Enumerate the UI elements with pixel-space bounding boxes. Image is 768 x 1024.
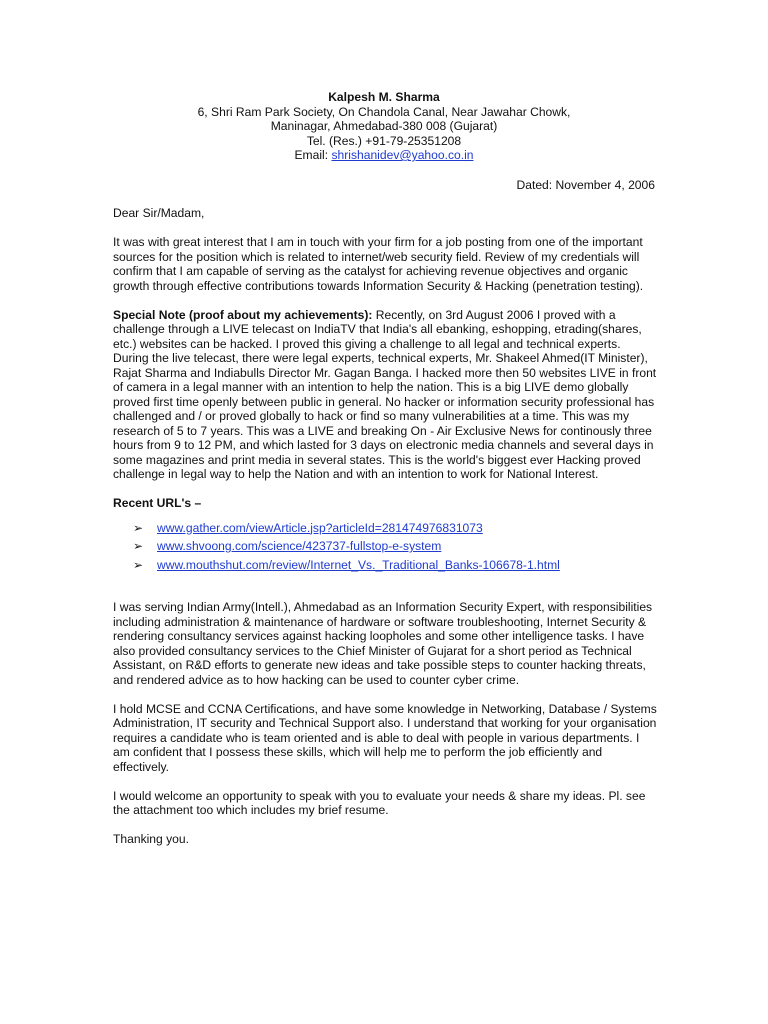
address-line-1: 6, Shri Ram Park Society, On Chandola Canal, Near Jawahar Chowk, [197, 104, 571, 119]
certifications-paragraph: I hold MCSE and CCNA Certifications, and have some knowledge in Networking, Database / Systems Administration, IT security and Technical Support also. I understand that working for your organisation requires a candidate who is team oriented and is able to deal with people in various departments. I am confident that I possess these skills, which will help me to perform the job efficiently and effectively. [113, 701, 657, 774]
email-link[interactable]: shrishanidev@yahoo.co.in [331, 148, 474, 162]
list-item [133, 558, 658, 573]
address-line-2: Maninagar, Ahmedabad-380 008 (Gujarat) [270, 119, 498, 133]
sender-name: Kalpesh M. Sharma [328, 90, 440, 104]
salutation: Dear Sir/Madam, [113, 206, 205, 220]
recent-urls-list [113, 521, 658, 573]
recent-urls-heading: Recent URL's – [113, 496, 202, 510]
special-note-paragraph [113, 308, 658, 482]
special-note-label: Special Note (proof about my achievements): [113, 307, 373, 322]
letter-body [113, 206, 658, 861]
email-line [0, 148, 768, 163]
url-link[interactable]: www.mouthshut.com/review/Internet_Vs._Traditional_Banks-106678-1.html [157, 557, 560, 572]
special-note-text: Recently, on 3rd August 2006 I proved with a challenge through a LIVE telecast on IndiaTV that India's all ebanking, eshopping, etrading(shares, etc.) websites can be hacked. I proved this giving a challenge to all legal and technical experts. During the live telecast, there were legal experts, technical experts, Mr. Shakeel Ahmed(IT Minister), Rajat Sharma and Indiabulls Director Mr. Gagan Banga. I hacked more then 50 websites LIVE in front of camera in a legal manner with an intention to help the nation. This is a big LIVE demo globally proved first time openly between public in general. No hacker or information security professional has challenged and / or proved globally to hack or find so many vulnerabilities at a time. This was my research of 5 to 7 years. This was a LIVE and breaking On - Air Exclusive News for continously three hours from 9 to 12 PM, and which lasted for 3 days on electronic media channels and several days in some magazines and print media in several states. This is the world's biggest ever Hacking proved challenge in legal way to help the Nation and with an intention to work for National Interest. [113, 307, 657, 481]
url-link[interactable]: www.shvoong.com/science/423737-fullstop-e-system [157, 539, 442, 553]
letter-header [0, 90, 768, 163]
email-label: Email: [294, 148, 329, 162]
list-item [133, 539, 658, 554]
date-line: Dated: November 4, 2006 [516, 178, 655, 192]
url-link[interactable]: www.gather.com/viewArticle.jsp?articleId=281474976831073 [157, 520, 483, 535]
arrow-bullet-icon: ➢ [133, 539, 144, 553]
arrow-bullet-icon: ➢ [133, 520, 144, 535]
spacer [113, 576, 658, 600]
list-item [133, 521, 658, 536]
telephone: Tel. (Res.) +91-79-25351208 [306, 133, 462, 148]
intro-paragraph: It was with great interest that I am in touch with your firm for a job posting from one of the important sources for the position which is related to internet/web security field. Review of my credentials will confirm that I am capable of serving as the catalyst for achieving revenue objectives and organic growth through effective contributions towards Information Security & Hacking (penetration testing). [113, 235, 644, 293]
army-paragraph: I was serving Indian Army(Intell.), Ahmedabad as an Information Security Expert, with responsibilities including administration & maintenance of hardware or software troubleshooting, Internet Security & rendering consultancy services against hacking loopholes and some other intelligence tasks. I have also provided consultancy services to the Chief Minister of Gujarat for a short period as Technical Assistant, on R&D efforts to generate new ideas and take possible steps to counter hacking threats, and rendered advice as to how hacking can be used to counter cyber crime. [113, 600, 653, 687]
closing: Thanking you. [113, 832, 189, 846]
arrow-bullet-icon: ➢ [133, 557, 144, 572]
welcome-paragraph: I would welcome an opportunity to speak with you to evaluate your needs & share my ideas. Pl. see the attachment too which includes my brief resume. [113, 788, 646, 817]
